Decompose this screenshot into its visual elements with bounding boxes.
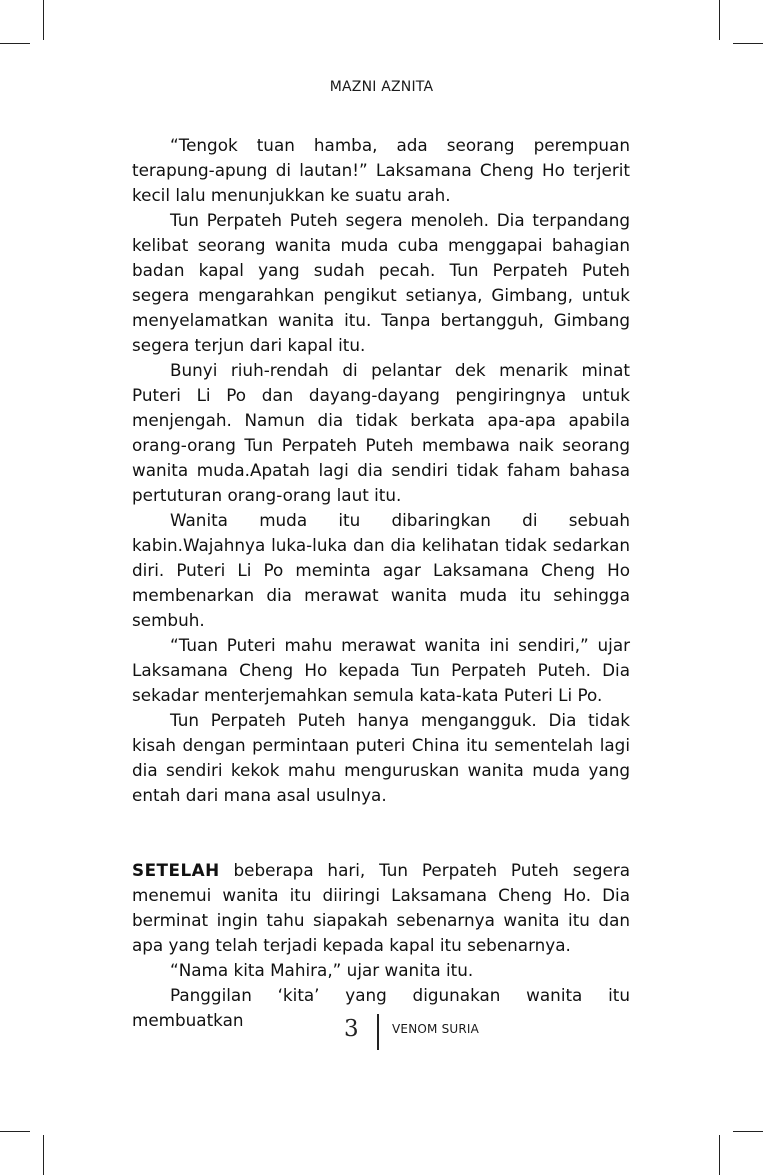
paragraph: Tun Perpateh Puteh segera menoleh. Dia terpandang kelibat seorang wanita muda cuba menggapai bahagian badan kapal yang sudah pecah. Tun Perpateh Puteh segera mengarahkan pengikut setianya, Gimbang, untuk menyelamatkan wanita itu. Tanpa bertangguh, Gimbang segera terjun dari kapal itu. [132, 210, 630, 355]
crop-mark-top-right-vertical [719, 0, 720, 40]
crop-mark-bottom-right-vertical [719, 1135, 720, 1175]
paragraph: Panggilan ‘kita’ yang digunakan wanita itu membuatkan [132, 985, 630, 1030]
paragraph: “Tuan Puteri mahu merawat wanita ini sendiri,” ujar Laksamana Cheng Ho kepada Tun Perpateh Puteh. Dia sekadar menterjemahkan semula kata-kata Puteri Li Po. [132, 635, 630, 705]
running-head: MAZNI AZNITA [329, 79, 434, 95]
paragraph: “Nama kita Mahira,” ujar wanita itu. [170, 960, 474, 980]
footer-divider [377, 1014, 379, 1050]
paragraph: Wanita muda itu dibaringkan di sebuah kabin.Wajahnya luka-luka dan dia kelihatan tidak sedarkan diri. Puteri Li Po meminta agar Laksamana Cheng Ho membenarkan dia merawat wanita muda itu sehingga sembuh. [132, 510, 630, 630]
crop-mark-bottom-left-vertical [43, 1135, 44, 1175]
body-text [132, 133, 630, 1033]
section-lead-word: SETELAH [132, 860, 220, 880]
crop-mark-bottom-left-horizontal [0, 1131, 30, 1132]
paragraph: Tun Perpateh Puteh hanya mengangguk. Dia tidak kisah dengan permintaan puteri China itu sementelah lagi dia sendiri kekok mahu menguruskan wanita muda yang entah dari mana asal usulnya. [132, 710, 630, 805]
footer-book-title: VENOM SURIA [392, 1022, 480, 1036]
page-number: 3 [344, 1016, 359, 1042]
crop-mark-top-left-horizontal [0, 43, 30, 44]
section-opening-paragraph [132, 858, 630, 958]
paragraph: “Tengok tuan hamba, ada seorang perempuan terapung-apung di lautan!” Laksamana Cheng Ho terjerit kecil lalu menunjukkan ke suatu arah. [132, 135, 630, 205]
crop-mark-top-left-vertical [43, 0, 44, 40]
section-opening-text: beberapa hari, Tun Perpateh Puteh segera menemui wanita itu diiringi Laksamana Cheng Ho. Dia berminat ingin tahu siapakah sebenarnya wanita itu dan apa yang telah terjadi kepada kapal itu sebenarnya. [132, 860, 630, 955]
paragraph: Bunyi riuh-rendah di pelantar dek menarik minat Puteri Li Po dan dayang-dayang pengiringnya untuk menjengah. Namun dia tidak berkata apa-apa apabila orang-orang Tun Perpateh Puteh membawa naik seorang wanita muda.Apatah lagi dia sendiri tidak faham bahasa pertuturan orang-orang laut itu. [132, 360, 630, 505]
crop-mark-top-right-horizontal [733, 43, 763, 44]
crop-mark-bottom-right-horizontal [733, 1131, 763, 1132]
